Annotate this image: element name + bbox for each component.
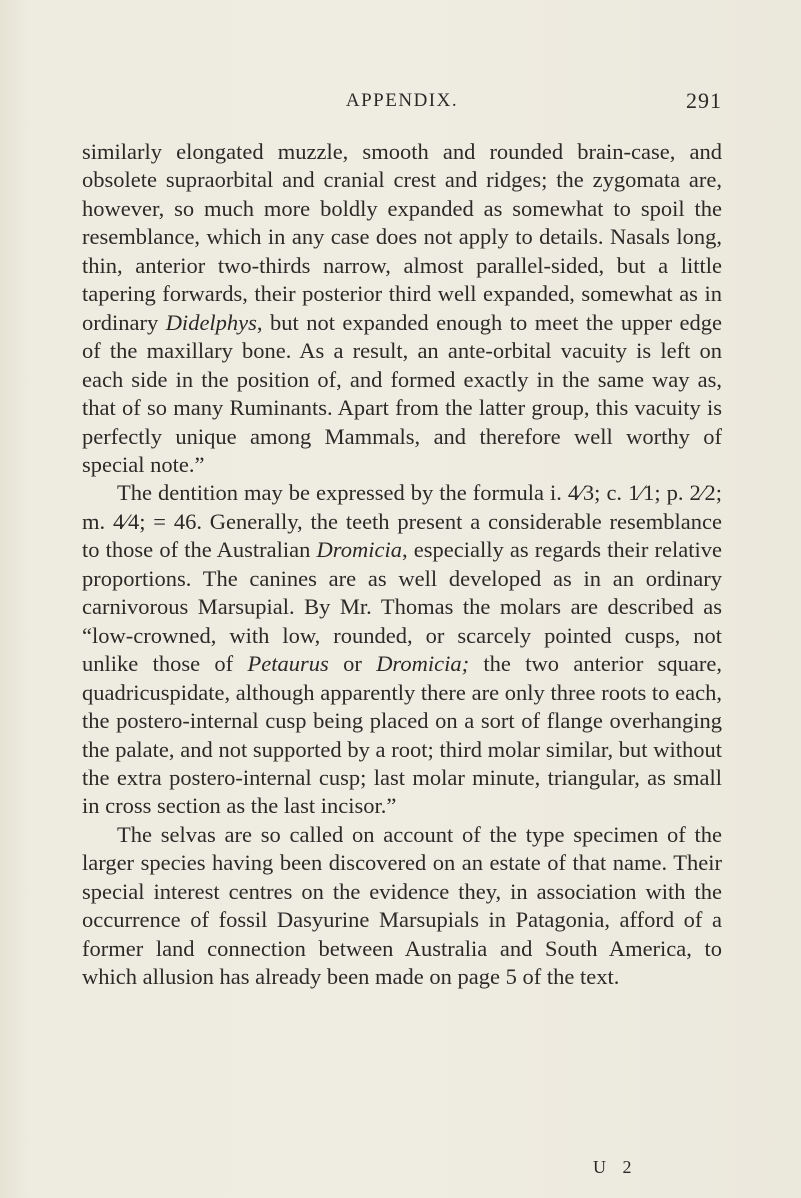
- paragraph-1: [82, 138, 722, 479]
- text-run: the two anterior square, quadricuspidate, although apparently there are only three roots to each, the postero-internal cusp being placed on a sort of flange overhanging the palate, and not supported by a root; third molar similar, but without the extra postero-internal cusp; last molar minute, triangular, as small in cross section as the last incisor.”: [82, 651, 723, 819]
- paragraph-2: [82, 479, 722, 820]
- body-text: [82, 138, 722, 992]
- page-number: 291: [686, 88, 722, 113]
- text-run: similarly elongated muzzle, smooth and rounded brain-case, and obsolete supraorbital and cranial crest and ridges; the zygomata are, however, so much more boldly expanded as somewhat to spoil the resemblance, which in any case does not apply to details. Nasals long, thin, anterior two-thirds narrow, almost parallel-sided, but a little tapering forwards, their posterior third well expanded, somewhat as in ordinary: [82, 139, 722, 335]
- italic-run: Didelphys: [165, 309, 257, 335]
- text-run: , especially as regards their relative proportions. The canines are as well developed as in an ordinary carnivorous Marsupial. By Mr. Thomas the molars are described as “low-crowned, with low, rounded, or scarcely pointed cusps, not unlike those of: [82, 537, 722, 677]
- paragraph-3: [82, 821, 722, 992]
- running-head: APPENDIX.: [345, 90, 459, 111]
- italic-run: Dromicia: [316, 537, 402, 563]
- italic-run: Dromicia;: [376, 651, 470, 677]
- text-run: The selvas are so called on account of the type specimen of the larger species having been discovered on an estate of that name. Their special interest centres on the evidence they, in association with the occurrence of fossil Dasyurine Marsupials in Patagonia, afford of a former land connection between Australia and South America, to which allusion has already been made on page 5 of the text.: [82, 821, 722, 990]
- text-run: or: [328, 651, 377, 677]
- text-run: , but not expanded enough to meet the upper edge of the maxillary bone. As a result, an ante-orbital vacuity is left on each side in the position of, and formed exactly in the same way as, that of so many Ruminants. Apart from the latter group, this vacuity is perfectly unique among Mammals, and therefore well worthy of special note.”: [82, 309, 722, 477]
- signature-mark: U 2: [593, 1157, 638, 1177]
- page-header: [82, 90, 722, 118]
- text-run: The dentition may be expressed by the formula i. 4⁄3; c. 1⁄1; p. 2⁄2; m. 4⁄4; = 46. Generally, the teeth present a considerable resemblance to those of the Australian: [82, 480, 722, 563]
- italic-run: Petaurus: [247, 651, 329, 677]
